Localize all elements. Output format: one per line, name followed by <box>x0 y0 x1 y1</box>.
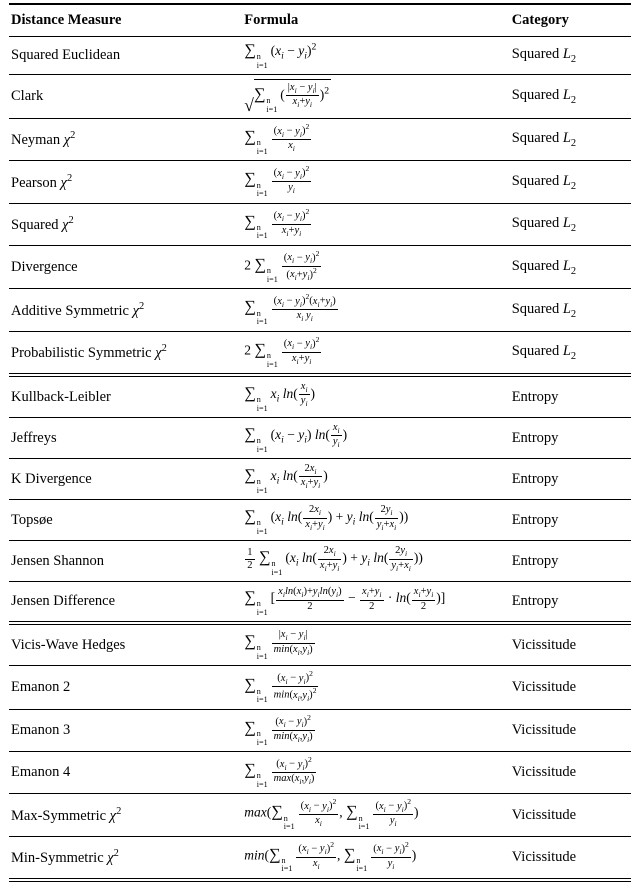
measure-name: Max-Symmetric $\chi^2$ <box>9 794 242 836</box>
table-row <box>9 709 631 751</box>
measure-formula: min(∑ n i=1 $\frac{(x_i - y_i)^2}{x_i}$ , ∑ n i=1 $\frac{(x_i - y_i)^2}{y_i}$ ) <box>242 836 509 880</box>
table-row <box>9 75 631 119</box>
measure-name: Additive Symmetric $\chi^2$ <box>9 289 242 331</box>
measure-formula: ∑ n i=1 $x_i$ ln( $\frac{x_i}{y_i}$ ) <box>242 375 509 418</box>
table-row <box>9 623 631 666</box>
measure-category: Vicissitude <box>510 709 631 751</box>
measure-category: Squared $L_2$ <box>510 245 631 289</box>
measure-name: Kullback-Leibler <box>9 375 242 418</box>
table-row <box>9 37 631 75</box>
measure-category: Squared $L_2$ <box>510 289 631 331</box>
table-row <box>9 459 631 500</box>
measure-formula: $\frac{1}{2}$ ∑ n i=1 ($x_i$ ln( $\frac{2x_i}{x_i+y_i}$ ) + $y_i$ ln( $\frac{2y_i}{y_i+x_i}$ )) <box>242 541 509 582</box>
table-row <box>9 418 631 459</box>
measure-category: Squared $L_2$ <box>510 331 631 375</box>
measure-category: Vicissitude <box>510 666 631 710</box>
table-row <box>9 541 631 582</box>
measure-category: Entropy <box>510 418 631 459</box>
measure-category: Entropy <box>510 375 631 418</box>
measure-formula: ∑ n i=1 $\frac{(x_i - y_i)^2}{y_i}$ <box>242 161 509 203</box>
measure-category: Vicissitude <box>510 836 631 880</box>
measure-formula: ∑ n i=1 $(x_i - y_i)^2$ $\max(x_i,y_i)$ <box>242 752 509 794</box>
measure-formula: ∑ n i=1 $\frac{(x_i - y_i)^2}{x_i}$ <box>242 119 509 161</box>
measure-category: Squared $L_2$ <box>510 203 631 245</box>
table-group <box>9 375 631 623</box>
measure-name: Divergence <box>9 245 242 289</box>
measure-name: Probabilistic Symmetric $\chi^2$ <box>9 331 242 375</box>
measure-name: Vicis-Wave Hedges <box>9 623 242 666</box>
measure-category: Entropy <box>510 582 631 624</box>
measure-formula: ∑ n i=1 $\frac{(x_i - y_i)^2}{x_i+y_i}$ <box>242 203 509 245</box>
header-distance-measure: Distance Measure <box>9 4 242 37</box>
measure-name: Squared Euclidean <box>11 47 121 63</box>
measure-category: Squared $L_2$ <box>510 119 631 161</box>
measure-category: Entropy <box>510 459 631 500</box>
measure-name: Emanon 3 <box>9 709 242 751</box>
measure-category: Vicissitude <box>510 794 631 836</box>
measure-name: Neyman $\chi^2$ <box>9 119 242 161</box>
measure-name: Jensen Difference <box>9 582 242 624</box>
table-row <box>9 119 631 161</box>
measure-formula: max(∑ n i=1 $\frac{(x_i - y_i)^2}{x_i}$ , ∑ n i=1 $\frac{(x_i - y_i)^2}{y_i}$ ) <box>242 794 509 836</box>
table-row <box>9 794 631 836</box>
measure-formula: ∑ n i=1 $\frac{(x_i - y_i)^2(x_i+y_i)}{x_i y_i}$ <box>242 289 509 331</box>
measure-category: Vicissitude <box>510 623 631 666</box>
measure-name: Squared $\chi^2$ <box>9 203 242 245</box>
table-row <box>9 666 631 710</box>
distance-measures-table <box>9 3 631 882</box>
measure-formula: ∑ n i=1 $(x_i - y_i)^2$ $\min(x_i,y_i)^2$ <box>242 666 509 710</box>
measure-category: Entropy <box>510 500 631 541</box>
measure-formula: ∑ n i=1 $x_i$ ln( $\frac{2x_i}{x_i+y_i}$ ) <box>242 459 509 500</box>
measure-category: Squared $L_2$ <box>510 161 631 203</box>
table-row <box>9 836 631 880</box>
header-category: Category <box>510 4 631 37</box>
measure-name: K Divergence <box>9 459 242 500</box>
measure-formula: ∑ n i=1 $(x_i - y_i)^2$ <box>244 41 317 70</box>
header-formula: Formula <box>242 4 509 37</box>
measure-formula: √ ∑ n i=1 ( $\frac{|x_i - y_i|}{x_i+y_i}$ )$^2$ <box>242 75 509 119</box>
table-row <box>9 245 631 289</box>
measure-formula: 2 ∑ n i=1 $\frac{(x_i - y_i)^2}{x_i+y_i}$ <box>242 331 509 375</box>
table-header <box>9 4 631 37</box>
measure-category: Vicissitude <box>510 752 631 794</box>
measure-category: Squared $L_2$ <box>511 46 577 65</box>
measure-formula: ∑ n i=1 $|x_i - y_i|$ $\min(x_i,y_i)$ <box>242 623 509 666</box>
table-row <box>9 331 631 375</box>
table-group <box>9 623 631 880</box>
measure-name: Min-Symmetric $\chi^2$ <box>9 836 242 880</box>
measure-name: Pearson $\chi^2$ <box>9 161 242 203</box>
measure-formula: ∑ n i=1 $(x_i - y_i)$ ln( $\frac{x_i}{y_i}$ ) <box>242 418 509 459</box>
measure-category: Squared $L_2$ <box>510 75 631 119</box>
table-row <box>9 582 631 624</box>
measure-name: Jensen Shannon <box>9 541 242 582</box>
header-row <box>9 4 631 37</box>
measure-formula: 2 ∑ n i=1 $\frac{(x_i - y_i)^2}{(x_i+y_i)^2}$ <box>242 245 509 289</box>
table-row <box>9 289 631 331</box>
measure-name: Emanon 2 <box>9 666 242 710</box>
table-row <box>9 161 631 203</box>
table-row <box>9 500 631 541</box>
measure-name: Emanon 4 <box>9 752 242 794</box>
measure-name: Topsøe <box>9 500 242 541</box>
measure-category: Entropy <box>510 541 631 582</box>
measure-name: Jeffreys <box>9 418 242 459</box>
table-group <box>9 37 631 375</box>
measure-name: Clark <box>9 75 242 119</box>
table-row <box>9 375 631 418</box>
table-row <box>9 203 631 245</box>
measure-formula: ∑ n i=1 ($x_i$ ln( $\frac{2x_i}{x_i+y_i}$ ) + $y_i$ ln( $\frac{2y_i}{y_i+x_i}$ )) <box>242 500 509 541</box>
measure-formula: ∑ n i=1 $(x_i - y_i)^2$ $\min(x_i,y_i)$ <box>242 709 509 751</box>
measure-formula: ∑ n i=1 [ $\frac{x_i\ln(x_i)+y_i\ln(y_i)}{2}$ − $\frac{x_i+y_i}{2}$ · ln( $\frac{x_i+y_i}{2}$ )] <box>242 582 509 624</box>
table-row <box>9 752 631 794</box>
